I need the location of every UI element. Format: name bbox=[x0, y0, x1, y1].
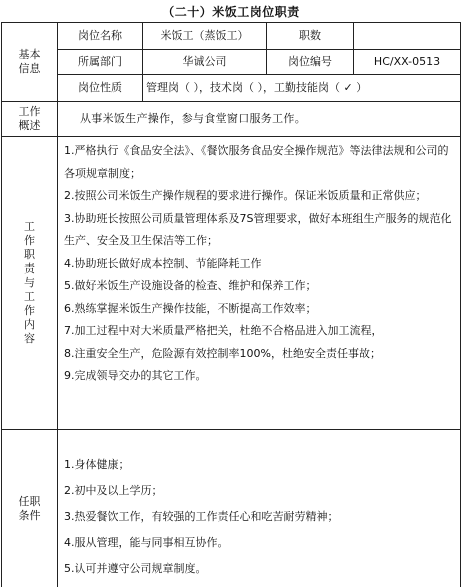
duties-label-char: 责 bbox=[24, 262, 35, 275]
duty-item: 3.协助班长按照公司质量管理体系及7S管理要求，做好本班组生产服务的规范化生产、安全及卫生保洁等工作； bbox=[64, 211, 452, 247]
duties-row bbox=[2, 137, 461, 430]
qualifications-label-line2: 条件 bbox=[18, 509, 41, 522]
department-label: 所属部门 bbox=[58, 50, 143, 75]
qualification-item: 2.初中及以上学历； bbox=[64, 484, 163, 497]
qualification-item: 1.身体健康； bbox=[64, 458, 130, 471]
position-name-label: 岗位名称 bbox=[58, 23, 143, 50]
qualification-item: 3.热爱餐饮工作，有较强的工作责任心和吃苦耐劳精神； bbox=[64, 510, 339, 523]
duty-item: 2.按照公司米饭生产操作规程的要求进行操作。保证米饭质量和正常供应； bbox=[64, 189, 427, 202]
position-name-value: 米饭工（蒸饭工） bbox=[143, 23, 267, 50]
summary-label-line1: 工作 bbox=[18, 105, 41, 118]
position-code-value: HC/XX-0513 bbox=[354, 50, 461, 75]
basic-label-line1: 基本 bbox=[18, 48, 41, 61]
summary-label bbox=[2, 102, 58, 137]
department-value: 华诚公司 bbox=[143, 50, 267, 75]
qualifications-label-line1: 任职 bbox=[18, 495, 41, 508]
basic-row-1 bbox=[2, 23, 461, 50]
page-title: （二十）米饭工岗位职责 bbox=[162, 5, 300, 19]
duties-label-char: 作 bbox=[24, 304, 35, 317]
position-type-label: 岗位性质 bbox=[58, 75, 143, 102]
job-description-table bbox=[1, 22, 461, 587]
position-type-value: 管理岗（ ），技术岗（ ），工勤技能岗（ ✓ ） bbox=[143, 75, 461, 102]
summary-row bbox=[2, 102, 461, 137]
duties-label-char: 与 bbox=[24, 276, 35, 289]
basic-row-3 bbox=[2, 75, 461, 102]
headcount-value bbox=[354, 23, 461, 50]
position-code-label: 岗位编号 bbox=[267, 50, 354, 75]
duty-item: 1.严格执行《食品安全法》、《餐饮服务食品安全操作规范》等法律法规和公司的各项规章制度； bbox=[64, 144, 449, 180]
duties-label-char: 内 bbox=[24, 318, 35, 331]
basic-label-line2: 信息 bbox=[18, 62, 41, 75]
duty-item: 6.熟练掌握米饭生产操作技能，不断提高工作效率； bbox=[64, 301, 317, 315]
qualification-item: 5.认可并遵守公司规章制度。 bbox=[64, 562, 207, 575]
duty-item: 5.做好米饭生产设施设备的检查、维护和保养工作； bbox=[64, 279, 317, 292]
summary-text: 从事米饭生产操作，参与食堂窗口服务工作。 bbox=[58, 102, 461, 137]
duties-list bbox=[58, 137, 461, 430]
duty-item: 7.加工过程中对大米质量严格把关，杜绝不合格品进入加工流程， bbox=[64, 324, 383, 337]
qualifications-label bbox=[2, 430, 58, 587]
basic-info-label bbox=[2, 23, 58, 102]
headcount-label: 职数 bbox=[267, 23, 354, 50]
qualification-item: 4.服从管理，能与同事相互协作。 bbox=[64, 536, 229, 549]
duty-item: 9.完成领导交办的其它工作。 bbox=[64, 369, 207, 382]
summary-label-line2: 概述 bbox=[18, 119, 41, 132]
duties-label bbox=[2, 137, 58, 430]
duties-label-char: 作 bbox=[24, 234, 35, 247]
duties-label-char: 职 bbox=[24, 248, 35, 261]
duties-label-char: 工 bbox=[24, 220, 35, 233]
duty-item: 8.注重安全生产，危险源有效控制率100%，杜绝安全责任事故； bbox=[64, 346, 381, 360]
duties-label-char: 容 bbox=[24, 332, 35, 345]
duty-item: 4.协助班长做好成本控制、节能降耗工作 bbox=[64, 256, 262, 270]
qualifications-list bbox=[58, 430, 461, 587]
duties-label-char: 工 bbox=[24, 290, 35, 303]
basic-row-2 bbox=[2, 50, 461, 75]
qualifications-row bbox=[2, 430, 461, 587]
